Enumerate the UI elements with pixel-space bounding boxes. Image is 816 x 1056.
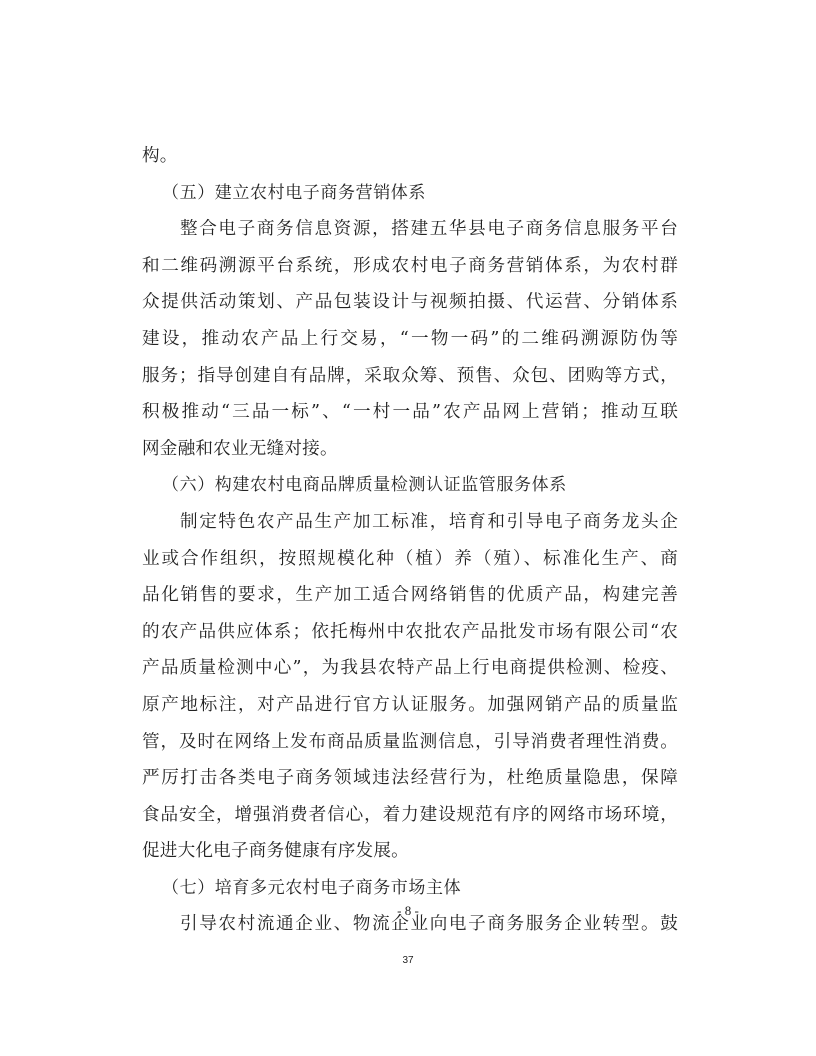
paragraph-line: 积极推动“三品一标”、“一村一品”农产品网上营销；推动互联 xyxy=(142,402,678,423)
body-text xyxy=(142,138,678,943)
paragraph-line: 网金融和农业无缝对接。 xyxy=(142,438,338,459)
paragraph-line: 食品安全，增强消费者信心，着力建设规范有序的网络市场环境， xyxy=(142,804,678,825)
paragraph-line: 业或合作组织，按照规模化种（植）养（殖）、标准化生产、商 xyxy=(142,548,678,569)
paragraph-line: 严厉打击各类电子商务领域违法经营行为，杜绝质量隐患，保障 xyxy=(142,768,678,789)
paragraph-line: 整合电子商务信息资源，搭建五华县电子商务信息服务平台 xyxy=(180,219,678,240)
section-heading-6: （六）构建农村电商品牌质量检测认证监管服务体系 xyxy=(162,475,567,496)
paragraph-line: 制定特色农产品生产加工标准，培育和引导电子商务龙头企 xyxy=(180,511,678,532)
paragraph-line: 和二维码溯源平台系统，形成农村电子商务营销体系，为农村群 xyxy=(142,255,678,276)
sheet-number: 37 xyxy=(402,955,414,966)
page-number: - 8 - xyxy=(397,903,419,918)
paragraph-line: 的农产品供应体系；依托梅州中农批农产品批发市场有限公司“农 xyxy=(142,621,678,642)
paragraph-line: 原产地标注，对产品进行官方认证服务。加强网销产品的质量监 xyxy=(142,694,678,715)
paragraph-line: 众提供活动策划、产品包装设计与视频拍摄、代运营、分销体系 xyxy=(142,292,678,313)
section-heading-7: （七）培育多元农村电子商务市场主体 xyxy=(162,877,462,898)
section-heading-5: （五）建立农村电子商务营销体系 xyxy=(162,182,426,203)
paragraph-line: 产品质量检测中心”，为我县农特产品上行电商提供检测、检疫、 xyxy=(142,658,678,679)
paragraph-line: 服务；指导创建自有品牌，采取众筹、预售、众包、团购等方式， xyxy=(142,365,678,386)
paragraph-line: 建设，推动农产品上行交易，“一物一码”的二维码溯源防伪等 xyxy=(142,328,678,349)
paragraph-line: 促进大化电子商务健康有序发展。 xyxy=(142,841,409,862)
paragraph-line: 引导农村流通企业、物流企业向电子商务服务企业转型。鼓 xyxy=(180,914,678,935)
paragraph-line: 品化销售的要求，生产加工适合网络销售的优质产品，构建完善 xyxy=(142,585,678,606)
paragraph-line: 构。 xyxy=(142,146,178,166)
paragraph-line: 管，及时在网络上发布商品质量监测信息，引导消费者理性消费。 xyxy=(142,731,678,752)
